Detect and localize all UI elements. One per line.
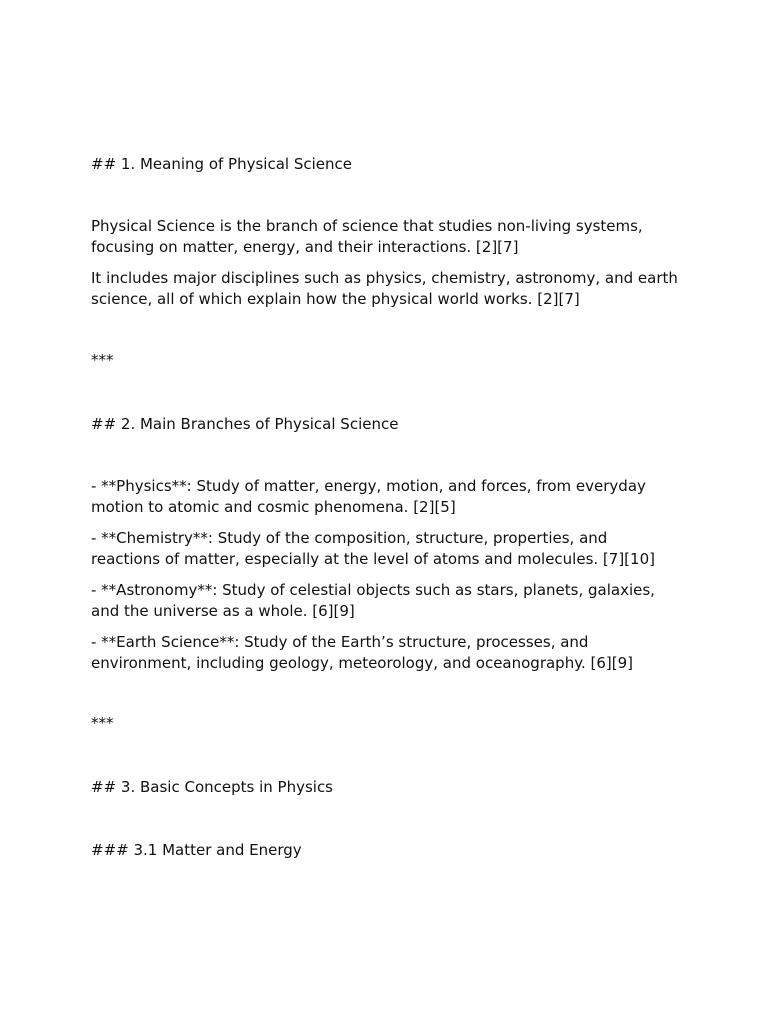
section-heading-meaning: ## 1. Meaning of Physical Science xyxy=(91,155,352,173)
separator: *** xyxy=(91,714,114,732)
separator: *** xyxy=(91,351,114,369)
paragraph-definition: Physical Science is the branch of science that studies non-living systems, focusing on matter, energy, and their interactions. [2][7] xyxy=(91,217,648,256)
list-item-astronomy: - **Astronomy**: Study of celestial objects such as stars, planets, galaxies, and the universe as a whole. [6][9] xyxy=(91,581,660,620)
list-item-chemistry: - **Chemistry**: Study of the composition, structure, properties, and reactions of matter, especially at the level of atoms and molecules. [7][10] xyxy=(91,529,655,568)
list-item-earth-science: - **Earth Science**: Study of the Earth’s structure, processes, and environment, including geology, meteorology, and oceanography. [6][9] xyxy=(91,633,633,672)
paragraph-disciplines: It includes major disciplines such as physics, chemistry, astronomy, and earth science, all of which explain how the physical world works. [2][7] xyxy=(91,269,683,308)
subsection-heading-matter-energy: ### 3.1 Matter and Energy xyxy=(91,841,302,859)
section-heading-basic-concepts: ## 3. Basic Concepts in Physics xyxy=(91,778,333,796)
list-item-physics: - **Physics**: Study of matter, energy, motion, and forces, from everyday motion to atomic and cosmic phenomena. [2][5] xyxy=(91,477,651,516)
section-heading-branches: ## 2. Main Branches of Physical Science xyxy=(91,415,399,433)
